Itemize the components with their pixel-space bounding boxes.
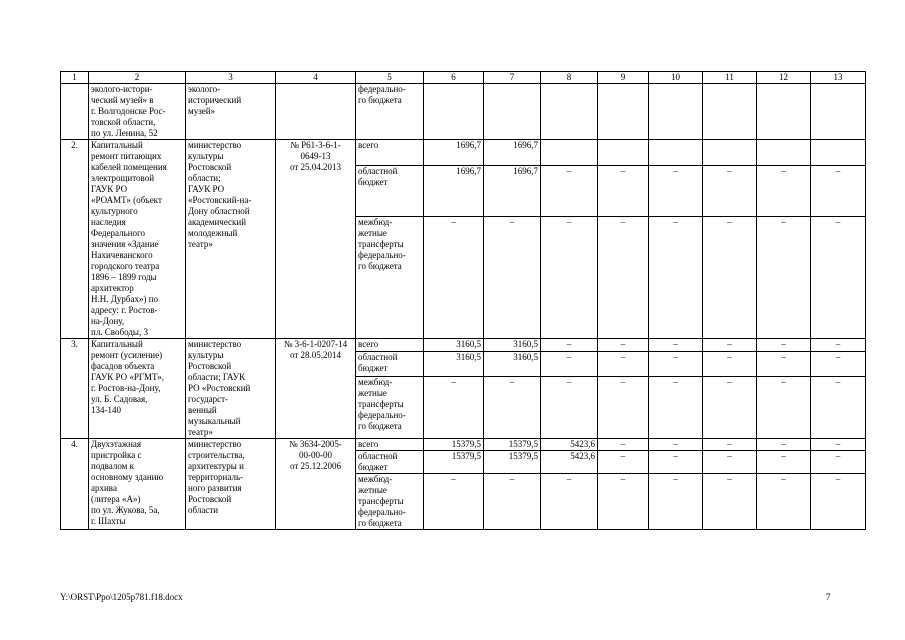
column-number-11: 11 [703, 72, 757, 84]
amount-cell: 3160,5 [424, 339, 484, 352]
amount-cell: – [649, 451, 703, 474]
column-number-3: 3 [186, 72, 276, 84]
amount-cell: 3160,5 [484, 352, 541, 377]
amount-cell: 15379,5 [424, 451, 484, 474]
footer-page-number: 7 [826, 592, 831, 602]
amount-cell: – [757, 339, 811, 352]
continuation-doc [276, 84, 356, 140]
column-number-6: 6 [424, 72, 484, 84]
amount-cell: 5423,6 [541, 439, 598, 451]
amount-cell: 1696,7 [484, 166, 541, 216]
customer-name: министерство культуры Ростовской области; ГАУК РО «Ростовский-на- Дону областной академический молодежный театр» [186, 140, 276, 339]
amount-cell: – [598, 339, 649, 352]
amount-cell: – [649, 216, 703, 338]
amount-cell: – [703, 377, 757, 439]
amount-cell: – [703, 216, 757, 338]
amount-cell: – [541, 474, 598, 530]
amount-cell: 15379,5 [424, 439, 484, 451]
amount-cell: – [598, 439, 649, 451]
amount-cell [757, 140, 811, 166]
amount-cell: – [541, 166, 598, 216]
object-name: Двухэтажная пристройка с подвалом к основному зданию архива (литера «А») по ул. Жукова, 5а, г. Шахты [89, 439, 186, 530]
column-number-2: 2 [89, 72, 186, 84]
amount-cell: – [541, 352, 598, 377]
amount-cell: – [541, 339, 598, 352]
funding-source: областной бюджет [356, 451, 424, 474]
object-name: Капитальный ремонт питающих кабелей помещения электрощитовой ГАУК РО «РОАМТ» (объект культурного наследия Федерального значения «Здание Нахичеванского городского театра 1896 – 1899 годы архитектор Н.Н. Дурбах») по адресу: г. Ростов- на-Дону, пл. Свободы, 3 [89, 140, 186, 339]
amount-cell: – [649, 377, 703, 439]
column-number-row [61, 72, 866, 84]
amount-cell: – [757, 216, 811, 338]
amount-cell: – [703, 352, 757, 377]
amount-cell: – [757, 474, 811, 530]
funding-source: всего [356, 439, 424, 451]
continuation-object: эколого-истори- ческий музей» в г. Волгодонске Рос- товской области, по ул. Ленина, 52 [89, 84, 186, 140]
row-number: 4. [61, 439, 89, 530]
amount-cell: – [757, 451, 811, 474]
column-number-8: 8 [541, 72, 598, 84]
amount-cell: – [811, 339, 866, 352]
footer-file-path: Y:\ORST\Ppo\1205p781.f18.docx [60, 592, 183, 602]
amount-cell: – [703, 339, 757, 352]
amount-cell: – [649, 166, 703, 216]
amount-cell: – [541, 216, 598, 338]
amount-cell: – [811, 451, 866, 474]
customer-name: министерство культуры Ростовской области; ГАУК РО «Ростовский государст- венный музыкальный театр» [186, 339, 276, 439]
amount-cell: 5423,6 [541, 451, 598, 474]
amount-cell: 1696,7 [424, 140, 484, 166]
amount-cell: 1696,7 [424, 166, 484, 216]
amount-cell: – [703, 439, 757, 451]
amount-cell: – [649, 339, 703, 352]
amount-cell: – [649, 352, 703, 377]
amount-cell: – [811, 474, 866, 530]
row-number: 3. [61, 339, 89, 439]
amount-cell [703, 140, 757, 166]
funding-source: областной бюджет [356, 166, 424, 216]
table-body [61, 72, 866, 530]
amount-cell: – [649, 474, 703, 530]
column-number-13: 13 [811, 72, 866, 84]
amount-cell [598, 140, 649, 166]
amount-cell: – [811, 352, 866, 377]
amount-cell: – [757, 439, 811, 451]
row-number: 2. [61, 140, 89, 339]
column-number-7: 7 [484, 72, 541, 84]
amount-cell: – [598, 352, 649, 377]
amount-cell: – [757, 352, 811, 377]
amount-cell: – [811, 166, 866, 216]
column-number-12: 12 [757, 72, 811, 84]
investment-table [60, 71, 866, 530]
amount-cell: – [424, 474, 484, 530]
continuation-num [61, 84, 89, 140]
amount-cell: – [703, 166, 757, 216]
continuation-row [61, 84, 866, 140]
amount-cell: 15379,5 [484, 439, 541, 451]
amount-cell: – [484, 474, 541, 530]
amount-cell [649, 140, 703, 166]
table-row [61, 140, 866, 166]
amount-cell: – [598, 451, 649, 474]
amount-cell: – [424, 377, 484, 439]
funding-source: областной бюджет [356, 352, 424, 377]
table-row [61, 439, 866, 451]
amount-cell: – [703, 451, 757, 474]
amount-cell: – [484, 216, 541, 338]
funding-source: всего [356, 140, 424, 166]
amount-cell: – [811, 377, 866, 439]
column-number-1: 1 [61, 72, 89, 84]
amount-cell: – [811, 216, 866, 338]
funding-source: межбюд- жетные трансферты федерально- го бюджета [356, 377, 424, 439]
amount-cell: – [541, 377, 598, 439]
object-name: Капитальный ремонт (усиление) фасадов объекта ГАУК РО «РГМТ», г. Ростов-на-Дону, ул. Б. Садовая, 134-140 [89, 339, 186, 439]
amount-cell [541, 140, 598, 166]
funding-source: межбюд- жетные трансферты федерально- го бюджета [356, 474, 424, 530]
table-row [61, 339, 866, 352]
funding-source: межбюд- жетные трансферты федерально- го бюджета [356, 216, 424, 338]
column-number-10: 10 [649, 72, 703, 84]
amount-cell: – [757, 166, 811, 216]
amount-cell: 1696,7 [484, 140, 541, 166]
amount-cell: – [484, 377, 541, 439]
amount-cell: 15379,5 [484, 451, 541, 474]
project-document: № Р61-3-6-1- 0649-13 от 25.04.2013 [276, 140, 356, 339]
amount-cell: – [649, 439, 703, 451]
column-number-4: 4 [276, 72, 356, 84]
project-document: № 3-6-1-0207-14 от 28.05.2014 [276, 339, 356, 439]
continuation-source: федерально- го бюджета [356, 84, 424, 140]
amount-cell [811, 140, 866, 166]
amount-cell: 3160,5 [424, 352, 484, 377]
amount-cell: – [757, 377, 811, 439]
continuation-customer: эколого- исторический музей» [186, 84, 276, 140]
funding-source: всего [356, 339, 424, 352]
amount-cell: – [598, 377, 649, 439]
amount-cell: – [598, 216, 649, 338]
amount-cell: – [598, 166, 649, 216]
amount-cell: – [598, 474, 649, 530]
amount-cell: – [811, 439, 866, 451]
amount-cell: – [424, 216, 484, 338]
customer-name: министерство строительства, архитектуры и территориаль- ного развития Ростовской области [186, 439, 276, 530]
project-document: № 3634-2005- 00-00-00 от 25.12.2006 [276, 439, 356, 530]
column-number-9: 9 [598, 72, 649, 84]
column-number-5: 5 [356, 72, 424, 84]
amount-cell: – [703, 474, 757, 530]
amount-cell: 3160,5 [484, 339, 541, 352]
